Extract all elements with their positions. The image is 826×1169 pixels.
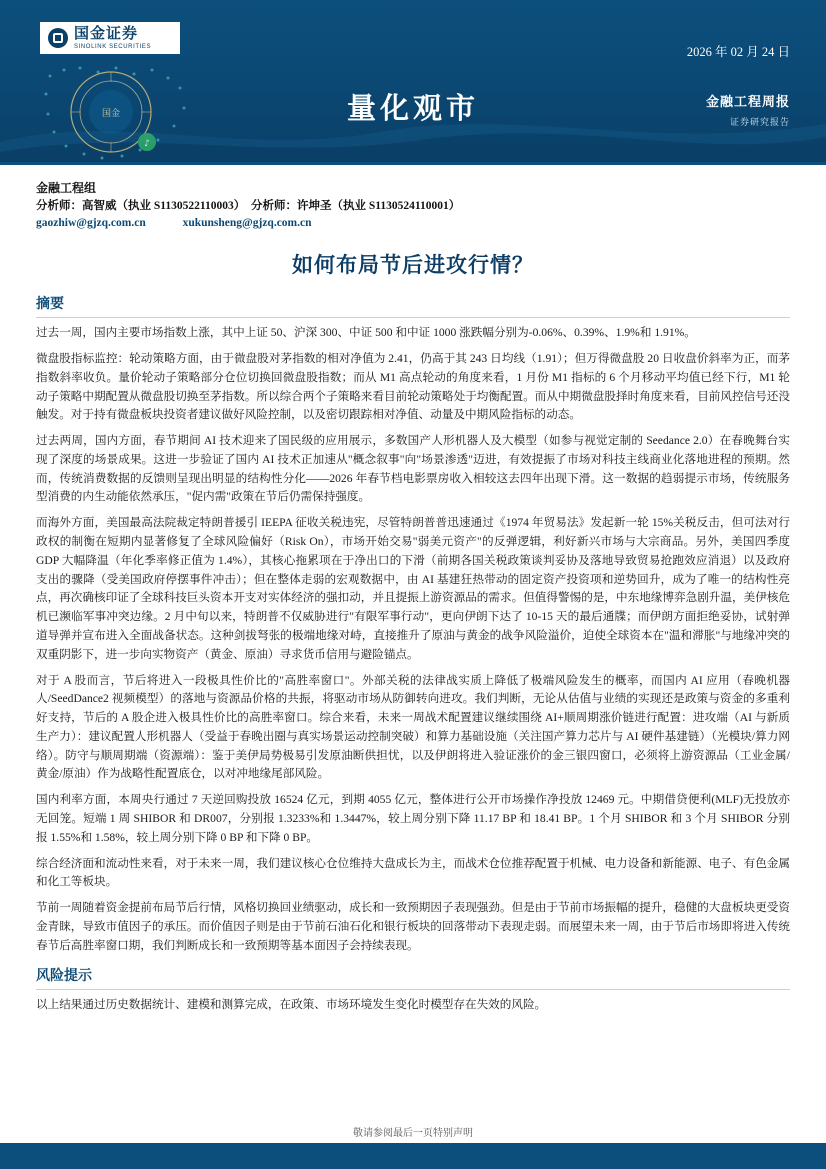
report-date: 2026 年 02 月 24 日 (686, 45, 790, 59)
report-type-block (706, 91, 790, 128)
footer-note: 敬请参阅最后一页特别声明 (353, 1128, 473, 1139)
abstract-paragraph: 而海外方面，美国最高法院裁定特朗普援引 IEEPA 征收关税违宪，尽管特朗普普迅速通过《1974 年贸易法》发起新一轮 15%关税反击，但可法对行政权的制衡在短期内显著修复了全球风险偏好（Risk On），市场开始交易"弱美元资产"的反弹逻辑，利好新兴市场与大宗商品。另外，美国四季度 GDP 大幅降温（年化季率修正值为 1.4%），其核心拖累项在于净出口的下滑（前期各国关税政策谈判妥协及落地导致贸易抢跑效应消退）以及政府支出的骤降（受美国政府停摆事件冲击）；但在整体走弱的宏观数据中，由 AI 基建狂热带动的固定资产投资项和逆势回升，成为了唯一的结构性亮点，再次确核印证了全球科技巨头资本开支对实体经济的强扣动，并且提振上游资源品的需求。但值得警惕的是，中东地缘博弈急剧升温，美伊核危机已濒临军事冲突边缘。2 月中旬以来，特朗普不仅威胁进行"有限军事行动"，更向伊朗下达了 10-15 天的最后通牒；而伊朗方面拒绝妥协，试射弹道导弹并宣布进入全面战备状态。这种剑拔弩张的极端地缘对峙，直接推升了原油与黄金的战争风险溢价，迫使全球资本在"温和滞胀"与地缘冲突的双重阴影下，进一步向实物资产（黄金、原油）寻求货币信用与避险锚点。 (36, 516, 790, 661)
abstract-paragraph: 过去一周，国内主要市场指数上涨，其中上证 50、沪深 300、中证 500 和中证 1000 涨跌幅分别为-0.06%、0.39%、1.9%和 1.91%。 (36, 326, 696, 340)
analyst-emails (36, 215, 790, 233)
document-title: 如何布局节后进攻行情？ (292, 253, 534, 278)
section-heading-abstract: 摘要 (36, 297, 64, 313)
logo-text-cn: 国金证券 (74, 25, 139, 42)
abstract-paragraph: 对于 A 股而言，节后将进入一段极具性价比的"高胜率窗口"。外部关税的法律战实质上降低了极端风险发生的概率，而国内 AI 应用（春晚机器人/SeedDance2 视频模型）的落地与资源品价格的共振，将驱动市场从防御转向进攻。我们判断，无论从估值与业绩的实现还是政策与资金的多重利好支持，节后的 A 股企进入极具性价比的高胜率窗口。综合来看，未来一周战术配置建议继续围绕 AI+顺周期涨价链进行配置：进攻端（AI 与新质生产力）：建议配置人形机器人（受益于春晚出圈与真实场景运动控制突破）和算力基础设施（关注国产算力芯片与 AI 硬件基建链）（光模块/算力网络）。防守与顺周期端（资源端）：鉴于美伊局势极易引发原油断供担忧，以及伊朗将进入验证涨价的金三银四窗口，必须将上游资源品（工业金属/黄金/原油）作为战略性配置底仓，以对冲地缘尾部风险。 (36, 673, 790, 781)
section-divider-risk (36, 989, 790, 990)
section-divider-abstract (36, 317, 790, 318)
abstract-paragraph: 国内利率方面，本周央行通过 7 天逆回购投放 16524 亿元，到期 4055 亿元，整体进行公开市场操作净投放 12469 元。中期借贷便利(MLF)无投放亦无回笼。短端 1 周 SHIBOR 和 DR007，分别报 1.3233%和 1.3447%，较上周分别下降 11.17 BP 和 18.41 BP。1 个月 SHIBOR 和 3 个月 SHIBOR 分别报 1.55%和 1.58%，较上周分别下降 0 BP 和下降 0 BP。 (36, 793, 790, 844)
analyst-group: 金融工程组 (36, 181, 97, 195)
risk-paragraph: 以上结果通过历史数据统计、建模和测算完成，在政策、市场环境发生变化时模型存在失效的风险。 (36, 998, 547, 1012)
logo-text-en: SINOLINK SECURITIES (74, 44, 152, 50)
abstract-paragraph: 过去两周，国内方面，春节期间 AI 技术迎来了国民级的应用展示，多数国产人形机器人及大模型（如参与视觉定制的 Seedance 2.0）在春晚舞台实现了深度的场景成果。这进一步验证了国内 AI 技术正加速从"概念叙事"向"场景渗透"迈进，有效提振了市场对科技主线商业化落地进程的预期。然而，传统消费数据的反馈则呈现出明显的结构性分化——2026 年春节档电影票房收入相较这去四年出现下滑。这一数据的趋弱提示市场，传统服务型消费的内生动能依然承压，"促内需"政策在节后仍需保持强度。 (36, 434, 790, 504)
report-banner (0, 0, 826, 162)
analyst-names: 分析师：高智威（执业 S1130522110003） 分析师：许坤圣（执业 S1130524110001） (36, 199, 461, 212)
report-content (0, 179, 826, 1015)
section-heading-risk: 风险提示 (36, 969, 92, 985)
footer-bar (0, 1143, 826, 1169)
report-type: 金融工程周报 (705, 94, 790, 109)
report-kind: 证券研究报告 (729, 117, 790, 127)
abstract-paragraph: 综合经济面和流动性来看，对于未来一周，我们建议核心仓位维持大盘成长为主，而战术仓位推荐配置于机械、电力设备和新能源、电子、有色金属和化工等板块。 (36, 856, 790, 889)
analyst-email-2[interactable]: xukunsheng@gjzq.com.cn (182, 217, 312, 230)
analyst-email-1[interactable]: gaozhiw@gjzq.com.cn (36, 217, 146, 230)
svg-text:♪: ♪ (144, 139, 150, 149)
brand-logo (40, 22, 180, 54)
banner-divider (0, 162, 826, 165)
page-title: 量化观市 (346, 93, 479, 125)
svg-text:国金: 国金 (101, 109, 121, 119)
analyst-block (36, 179, 790, 233)
abstract-paragraph: 微盘股指标监控：轮动策略方面，由于微盘股对茅指数的相对净值为 2.41，仍高于其 243 日均线（1.91）；但万得微盘股 20 日收盘价斜率为正，而茅指数斜率收负。量价轮动子策略部分仓位切换回微盘股指数；而从 M1 高点轮动的角度来看，1 月份 M1 指标的 6 个月移动平均值已经下行，M1 轮动子策略中期配置从微盘股切换至茅指数。所以综合两个子策略来看目前轮动策略处于均衡配置。而从中期微盘股择时角度来看，目前风控信号还没触发。对于持有微盘板块投资者建议做好风险控制，以及密切跟踪相对净值、动量及中期风险指标的动态。 (36, 352, 790, 422)
abstract-paragraph: 节前一周随着资金提前布局节后行情，风格切换回业绩驱动，成长和一致预期因子表现强劲。但是由于节前市场振幅的提升，稳健的大盘板块更受资金青睐，导致市值因子的承压。而价值因子则是由于节前石油石化和银行板块的回落带动下表现走弱。而展望未来一周，由于节后市场即将进入传统春节后高胜率窗口期，我们判断成长和一致预期等基本面因子会持续表现。 (36, 901, 790, 952)
logo-icon (48, 28, 68, 48)
